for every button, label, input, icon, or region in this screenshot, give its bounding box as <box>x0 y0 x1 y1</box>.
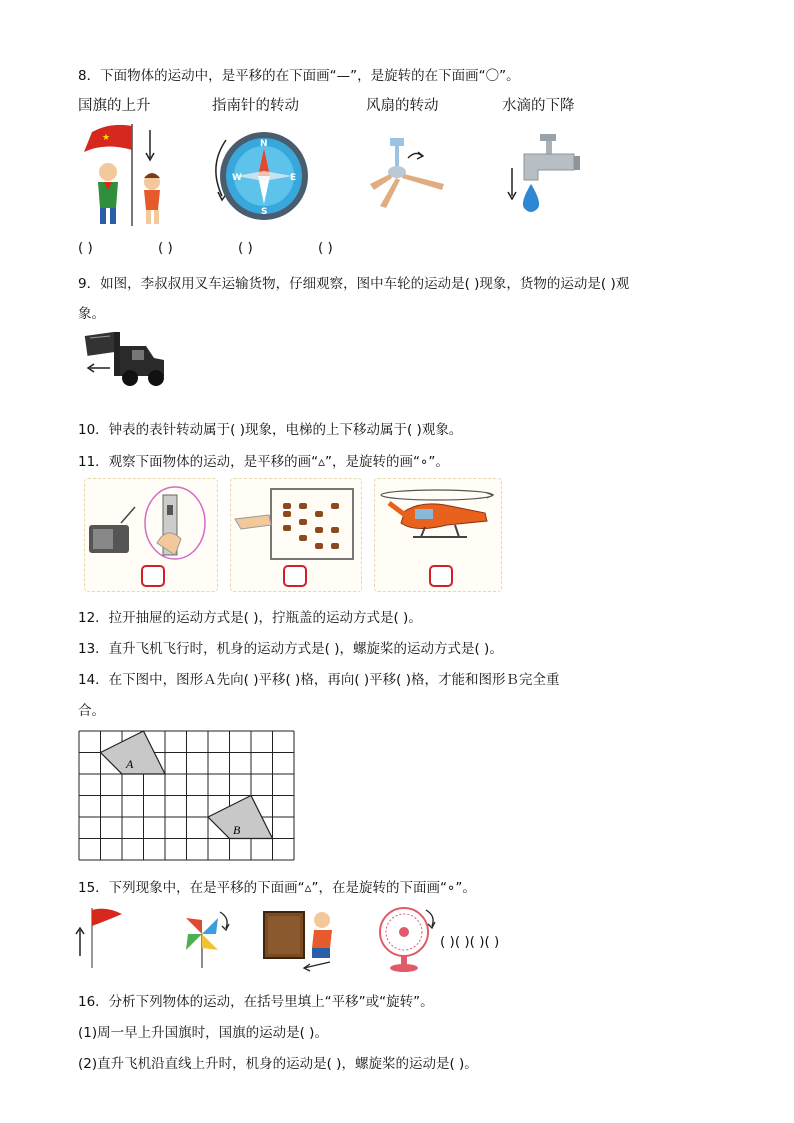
q10-text: 10．钟表的表针转动属于( )现象，电梯的上下移动属于( )观象。 <box>78 422 463 438</box>
svg-text:★: ★ <box>102 133 111 143</box>
q14-line1: 14．在下图中，图形Ａ先向( )平移( )格，再向( )平移( )格，才能和图形Ｂ完全重 <box>78 672 560 688</box>
q16-text: 16．分析下列物体的运动，在括号里填上“平移”或“旋转”。 <box>78 994 434 1010</box>
q8-blank-3[interactable]: ( ) <box>238 240 253 256</box>
q11-card-abacus <box>230 478 362 592</box>
compass-e: E <box>290 173 297 183</box>
q11-card-helicopter <box>374 478 502 592</box>
q11-text: 11．观察下面物体的运动，是平移的画“▵”，是旋转的画“∘”。 <box>78 454 449 470</box>
q11-card-radio <box>84 478 218 592</box>
shape-b-label: B <box>233 823 241 837</box>
q8-label-water: 水滴的下降 <box>502 98 575 114</box>
compass-image <box>206 126 310 226</box>
q11-answer-box-1[interactable] <box>141 565 165 587</box>
q13-text: 13．直升飞机飞行时，机身的运动方式是( )，螺旋桨的运动方式是( )。 <box>78 641 503 657</box>
q11-answer-box-2[interactable] <box>283 565 307 587</box>
water-tap-image <box>504 132 584 222</box>
q14-grid <box>78 730 296 862</box>
forklift-image <box>80 328 172 390</box>
q8-text: 8．下面物体的运动中，是平移的在下面画“—”，是旋转的在下面画“〇”。 <box>78 68 520 84</box>
flag-raising-image <box>80 120 175 230</box>
q8-blank-4[interactable]: ( ) <box>318 240 333 256</box>
compass-w: W <box>232 173 242 183</box>
compass-s: S <box>261 207 268 217</box>
q8-label-fan: 风扇的转动 <box>366 98 439 114</box>
q15-images <box>74 904 444 976</box>
q16-sub2: (2)直升飞机沿直线上升时，机身的运动是( )，螺旋桨的运动是( )。 <box>78 1056 478 1072</box>
q9-line1: 9．如图，李叔叔用叉车运输货物，仔细观察，图中车轮的运动是( )现象，货物的运动是( )观 <box>78 276 630 292</box>
q16-sub1: (1)周一早上升国旗时，国旗的运动是( )。 <box>78 1025 328 1041</box>
q15-blanks[interactable]: ( )( )( )( ) <box>440 934 500 950</box>
compass-n: N <box>260 139 268 149</box>
ceiling-fan-image <box>368 132 448 212</box>
q8-blank-1[interactable]: ( ) <box>78 240 93 256</box>
q14-line2: 合。 <box>78 703 105 719</box>
q9-line2: 象。 <box>78 306 105 322</box>
shape-a-label: A <box>126 757 134 771</box>
q12-text: 12．拉开抽屉的运动方式是( )，拧瓶盖的运动方式是( )。 <box>78 610 422 626</box>
q11-answer-box-3[interactable] <box>429 565 453 587</box>
q15-text: 15．下列现象中，在是平移的下面画“▵”，在是旋转的下面画“∘”。 <box>78 880 476 896</box>
q8-label-flag: 国旗的上升 <box>78 98 151 114</box>
q8-blank-2[interactable]: ( ) <box>158 240 173 256</box>
q8-label-compass: 指南针的转动 <box>212 98 299 114</box>
